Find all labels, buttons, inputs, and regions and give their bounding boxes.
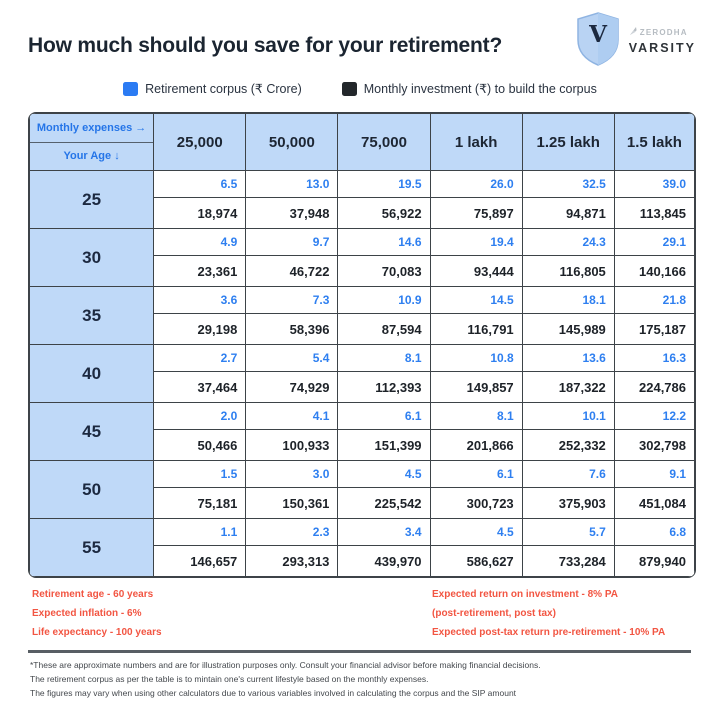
column-header-1-25lakh: 1.25 lakh (522, 114, 614, 171)
zerodha-brand-label: ZERODHA (639, 27, 688, 37)
corpus-cell: 21.8 (614, 287, 694, 314)
column-header-1lakh: 1 lakh (430, 114, 522, 171)
retirement-table (28, 112, 696, 578)
varsity-brand-label: VARSITY (628, 40, 696, 55)
investment-cell: 112,393 (338, 372, 430, 403)
zerodha-brand-row (629, 27, 696, 39)
legend-label-corpus: Retirement corpus (₹ Crore) (145, 82, 302, 96)
corpus-swatch-icon (123, 82, 138, 96)
investment-cell: 75,897 (430, 198, 522, 229)
investment-cell: 302,798 (614, 430, 694, 461)
investment-cell: 70,083 (338, 256, 430, 287)
age-cell: 30 (30, 229, 154, 287)
assumption-life-expectancy: Life expectancy - 100 years (32, 627, 162, 638)
corpus-cell: 4.1 (246, 403, 338, 430)
age-cell: 25 (30, 171, 154, 229)
corpus-cell: 24.3 (522, 229, 614, 256)
investment-cell: 116,791 (430, 314, 522, 345)
age-cell: 35 (30, 287, 154, 345)
age-cell: 50 (30, 461, 154, 519)
corpus-cell: 32.5 (522, 171, 614, 198)
investment-cell: 75,181 (154, 488, 246, 519)
corpus-cell: 5.4 (246, 345, 338, 372)
investment-cell: 879,940 (614, 546, 694, 577)
investment-cell: 149,857 (430, 372, 522, 403)
corpus-cell: 19.5 (338, 171, 430, 198)
corpus-cell: 4.9 (154, 229, 246, 256)
corpus-cell: 10.8 (430, 345, 522, 372)
assumptions-left-column (32, 589, 432, 638)
corpus-cell: 5.7 (522, 519, 614, 546)
corpus-cell: 6.1 (430, 461, 522, 488)
investment-cell: 46,722 (246, 256, 338, 287)
investment-cell: 37,464 (154, 372, 246, 403)
corpus-row-age-30 (30, 229, 695, 256)
corpus-cell: 7.6 (522, 461, 614, 488)
corpus-cell: 14.6 (338, 229, 430, 256)
investment-cell: 586,627 (430, 546, 522, 577)
investment-cell: 18,974 (154, 198, 246, 229)
investment-cell: 29,198 (154, 314, 246, 345)
investment-cell: 146,657 (154, 546, 246, 577)
age-cell: 45 (30, 403, 154, 461)
disclaimers (30, 660, 690, 698)
corpus-cell: 6.5 (154, 171, 246, 198)
investment-cell: 93,444 (430, 256, 522, 287)
corpus-cell: 8.1 (338, 345, 430, 372)
investment-cell: 375,903 (522, 488, 614, 519)
corpus-cell: 2.3 (246, 519, 338, 546)
footer-divider (28, 650, 691, 653)
investment-cell: 140,166 (614, 256, 694, 287)
corpus-cell: 39.0 (614, 171, 694, 198)
corpus-row-age-55 (30, 519, 695, 546)
corpus-cell: 18.1 (522, 287, 614, 314)
corpus-cell: 10.1 (522, 403, 614, 430)
investment-cell: 58,396 (246, 314, 338, 345)
investment-cell: 37,948 (246, 198, 338, 229)
assumption-inflation: Expected inflation - 6% (32, 608, 142, 619)
age-cell: 40 (30, 345, 154, 403)
investment-cell: 252,332 (522, 430, 614, 461)
shield-icon (576, 12, 620, 71)
corpus-cell: 6.8 (614, 519, 694, 546)
corpus-cell: 3.4 (338, 519, 430, 546)
zerodha-kite-icon (629, 27, 637, 39)
investment-cell: 87,594 (338, 314, 430, 345)
your-age-label: Your Age ↓ (63, 149, 120, 162)
corpus-cell: 8.1 (430, 403, 522, 430)
investment-cell: 94,871 (522, 198, 614, 229)
investment-cell: 23,361 (154, 256, 246, 287)
legend-item-corpus (123, 81, 302, 96)
investment-cell: 116,805 (522, 256, 614, 287)
svg-text:V: V (588, 21, 607, 48)
corpus-row-age-40 (30, 345, 695, 372)
assumption-return-post-retirement: Expected return on investment - 8% PA (432, 589, 618, 600)
corpus-cell: 10.9 (338, 287, 430, 314)
corpus-cell: 14.5 (430, 287, 522, 314)
corpus-cell: 7.3 (246, 287, 338, 314)
corner-cell (30, 114, 154, 171)
column-header-1-5lakh: 1.5 lakh (614, 114, 694, 171)
investment-cell: 293,313 (246, 546, 338, 577)
corpus-cell: 13.6 (522, 345, 614, 372)
disclaimer-line-1: *These are approximate numbers and are for illustration purposes only. Consult your financial advisor before making financial decisions. (30, 660, 541, 670)
assumption-return-note: (post-retirement, post tax) (432, 608, 556, 619)
corpus-cell: 3.6 (154, 287, 246, 314)
investment-cell: 151,399 (338, 430, 430, 461)
legend-label-investment: Monthly investment (₹) to build the corpus (363, 82, 597, 96)
varsity-logo (576, 12, 696, 71)
corpus-cell: 12.2 (614, 403, 694, 430)
assumption-return-pre-retirement: Expected post-tax return pre-retirement - 10% PA (432, 627, 666, 638)
monthly-expenses-label: Monthly expenses → (30, 115, 153, 143)
corpus-cell: 3.0 (246, 461, 338, 488)
corpus-row-age-45 (30, 403, 695, 430)
corpus-cell: 9.1 (614, 461, 694, 488)
corpus-cell: 2.7 (154, 345, 246, 372)
corpus-row-age-35 (30, 287, 695, 314)
investment-cell: 50,466 (154, 430, 246, 461)
corpus-cell: 4.5 (430, 519, 522, 546)
corpus-cell: 9.7 (246, 229, 338, 256)
legend-item-investment (342, 81, 597, 96)
investment-cell: 439,970 (338, 546, 430, 577)
corpus-cell: 1.1 (154, 519, 246, 546)
legend (0, 81, 720, 96)
column-header-75000: 75,000 (338, 114, 430, 171)
corpus-cell: 19.4 (430, 229, 522, 256)
corpus-row-age-25 (30, 171, 695, 198)
investment-cell: 225,542 (338, 488, 430, 519)
disclaimer-line-2: The retirement corpus as per the table is to mintain one's current lifestyle based on the monthly expenses. (30, 674, 429, 684)
investment-cell: 74,929 (246, 372, 338, 403)
corpus-cell: 1.5 (154, 461, 246, 488)
logo-text (629, 27, 696, 57)
investment-swatch-icon (342, 82, 357, 96)
investment-cell: 145,989 (522, 314, 614, 345)
investment-cell: 175,187 (614, 314, 694, 345)
investment-cell: 150,361 (246, 488, 338, 519)
corpus-cell: 4.5 (338, 461, 430, 488)
corpus-row-age-50 (30, 461, 695, 488)
investment-cell: 300,723 (430, 488, 522, 519)
investment-cell: 733,284 (522, 546, 614, 577)
assumptions (32, 589, 692, 638)
investment-cell: 224,786 (614, 372, 694, 403)
corpus-cell: 29.1 (614, 229, 694, 256)
corpus-cell: 16.3 (614, 345, 694, 372)
investment-cell: 100,933 (246, 430, 338, 461)
investment-cell: 187,322 (522, 372, 614, 403)
corpus-cell: 13.0 (246, 171, 338, 198)
corpus-cell: 6.1 (338, 403, 430, 430)
column-header-50000: 50,000 (246, 114, 338, 171)
investment-cell: 113,845 (614, 198, 694, 229)
assumptions-right-column (432, 589, 665, 638)
age-cell: 55 (30, 519, 154, 577)
corpus-cell: 2.0 (154, 403, 246, 430)
investment-cell: 56,922 (338, 198, 430, 229)
investment-cell: 451,084 (614, 488, 694, 519)
column-header-25000: 25,000 (154, 114, 246, 171)
investment-cell: 201,866 (430, 430, 522, 461)
disclaimer-line-3: The figures may vary when using other calculators due to various variables involved in calculating the corpus and the SIP amount (30, 688, 517, 698)
corpus-cell: 26.0 (430, 171, 522, 198)
table-header-row (30, 114, 695, 171)
assumption-retirement-age: Retirement age - 60 years (32, 589, 154, 600)
page-title: How much should you save for your retirement? (28, 34, 503, 57)
